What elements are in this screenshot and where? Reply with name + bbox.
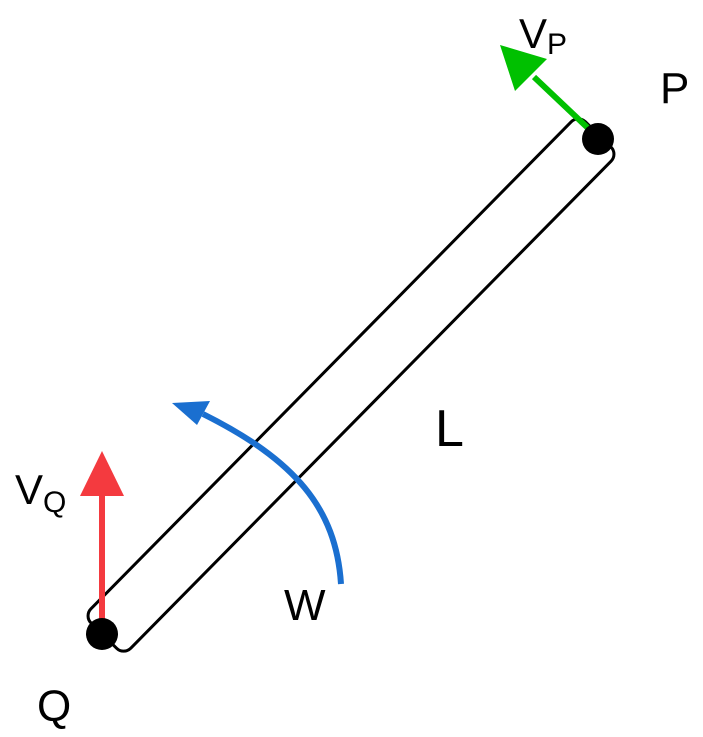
length-label: L	[435, 400, 464, 458]
velocity-p-label	[519, 10, 567, 61]
velocity-p-arrow-icon	[500, 45, 590, 130]
point-q-label: Q	[37, 682, 72, 731]
point-p-marker	[582, 123, 614, 155]
rigid-bar	[84, 115, 618, 656]
velocity-q-label-main: V	[15, 466, 44, 513]
angular-velocity-arrow-icon	[172, 401, 341, 584]
velocity-p-label-subscript: P	[547, 28, 568, 61]
angular-velocity-label: W	[284, 581, 326, 630]
velocity-q-label-subscript: Q	[43, 486, 67, 519]
velocity-q-label	[15, 466, 66, 519]
point-q-marker	[86, 618, 118, 650]
velocity-p-label-main: V	[519, 10, 548, 57]
velocity-q-arrow-icon	[80, 451, 124, 625]
point-p-label: P	[660, 64, 690, 113]
